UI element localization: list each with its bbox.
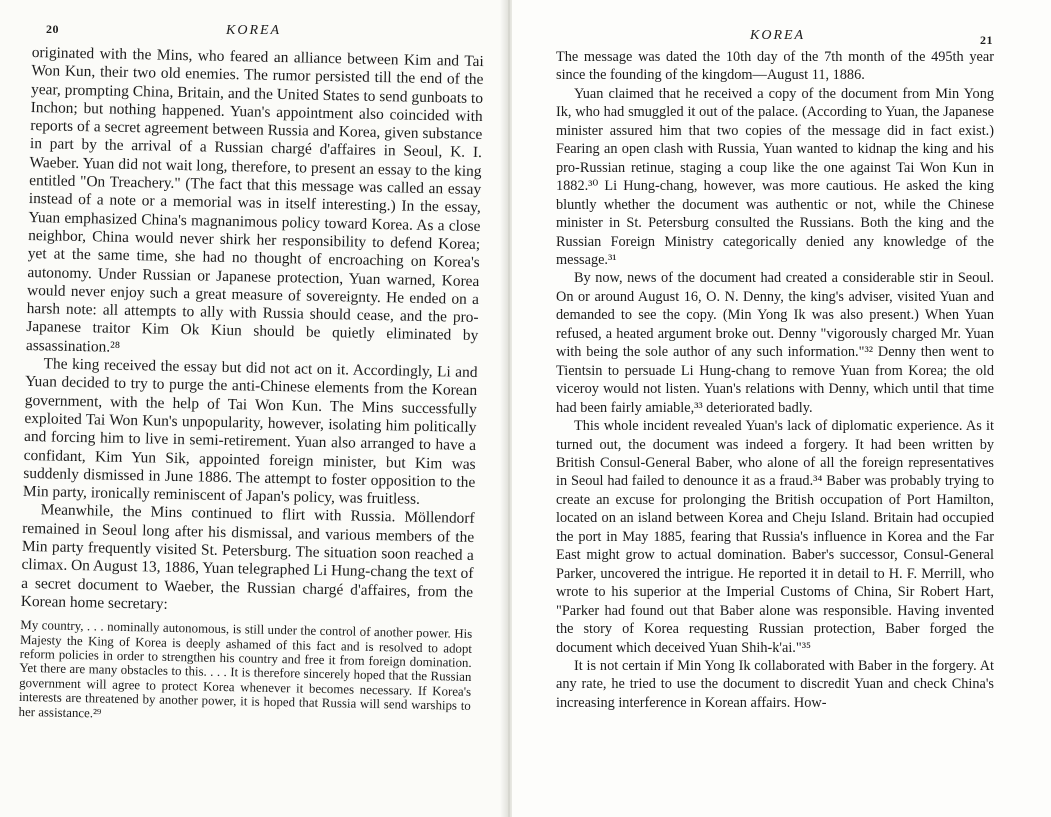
right-page: [512, 0, 1051, 817]
running-head: KOREA: [750, 28, 806, 43]
left-text-block: [18, 44, 483, 728]
running-head: KOREA: [226, 23, 282, 38]
block-quote: My country, . . . nominally autonomous, is still under the control of another power. His Majesty the King of Korea is deeply ashamed of this fact and is resolved to adopt reform policies in order to strengthen his country and free it from foreign domination. Yet there are many obstacles to this. . . . It is therefore sincerely hoped that the Russian government will agree to protect Korea whenever it becomes necessary. If Korea's interests are threatened by another power, it is hoped that Russia will send warships to her assistance.²⁹: [18, 618, 473, 721]
paragraph: It is not certain if Min Yong Ik collaborated with Baber in the forgery. At any rate, he tried to use the document to discredit Yuan and check China's increasing interference in Korean affairs. How-: [556, 657, 994, 711]
paragraph: The message was dated the 10th day of the 7th month of the 495th year since the founding of the kingdom—August 11, 1886.: [556, 49, 994, 84]
paragraph: The king received the essay but did not act on it. Accordingly, Li and Yuan decided to try to purge the anti-Chinese elements from the Korean government, with the help of Tai Won Kun. The Mins successfully exploited Tai Won Kun's unpopularity, however, isolating him politically and forcing him to live in semi-retirement. Yuan also arranged to have a confidant, Kim Yun Sik, appointed foreign minister, but Kim was suddenly dismissed in June 1886. The attempt to foster opposition to the Min party, ironically reminiscent of Japan's policy, was fruitless.: [22, 355, 478, 509]
paragraph: This whole incident revealed Yuan's lack of diplomatic experience. As it turned out, the document was indeed a forgery. It had been written by British Consul-General Baber, who alone of all the foreign representatives in Seoul had failed to denounce it as a fraud.³⁴ Baber was probably trying to create an excuse for prolonging the British occupation of Port Hamilton, located on an island between Korea and Cheju Island. Britain had occupied the port in May 1885, fearing that Russia's influence in Korea and the Far East might grow to actual domination. Baber's successor, Consul-General Parker, uncovered the intrigue. He reported it in detail to H. F. Merrill, who wrote to his superior at the Imperial Customs of China, Sir Robert Hart, "Parker had found out that Baber alone was responsible. Having invented the story of Korea requesting Russian protection, Baber forged the document which deceived Yuan Shih-k'ai."³⁵: [556, 418, 994, 656]
paragraph: originated with the Mins, who feared an alliance between Kim and Tai Won Kun, their two old enemies. The rumor persisted till the end of the year, prompting China, Britain, and the United States to send gunboats to Inchon; but nothing happened. Yuan's appointment also coincided with reports of a secret agreement between Russia and Korea, given substance in part by the arrival of a Russian chargé d'affaires in Seoul, K. I. Waeber. Yuan did not wait long, therefore, to present an essay to the king entitled "On Treachery." (The fact that this message was called an essay instead of a note or a memorial was in itself interesting.) In the essay, Yuan emphasized China's magnanimous policy toward Korea. As a close neighbor, China would never shirk her responsibility to defend Korea; yet at the same time, she had no thought of encroaching on Korea's autonomy. Under Russian or Japanese protection, Yuan warned, Korea would never enjoy such a great measure of sovereignty. He ended on a harsh note: all attempts to ally with Russia should cease, and the pro-Japanese traitor Kim Ok Kiun should be quietly eliminated by assassination.²⁸: [25, 44, 484, 356]
page-number: 20: [46, 22, 59, 36]
left-page: [0, 0, 508, 817]
paragraph: Meanwhile, the Mins continued to flirt with Russia. Möllendorf remained in Seoul long after his dismissal, and various members of the Min party frequently visited St. Petersburg. The situation soon reached a climax. On August 13, 1886, Yuan telegraphed Li Hung-chang the text of a secret document to Waeber, the Russian chargé d'affaires, from the Korean home secretary:: [20, 501, 475, 613]
right-text-block: [556, 48, 994, 712]
paragraph: Yuan claimed that he received a copy of the document from Min Yong Ik, who had smuggled it out of the palace. (According to Yuan, the Japanese minister assured him that two copies of the message did in fact exist.) Fearing an open clash with Russia, Yuan wanted to kidnap the king and his pro-Russian retinue, staging a coup like the one against Tai Won Kun in 1882.³⁰ Li Hung-chang, however, was more cautious. He asked the king bluntly whether the document was authentic or not, while the Chinese minister in St. Petersburg consulted the Russians. Both the king and the Russian Foreign Ministry categorically denied any knowledge of the message.³¹: [556, 85, 994, 268]
page-number: 21: [980, 33, 993, 47]
paragraph: By now, news of the document had created a considerable stir in Seoul. On or around August 16, O. N. Denny, the king's adviser, visited Yuan and demanded to see the copy. (Min Yong Ik was also present.) When Yuan refused, a heated argument broke out. Denny "vigorously charged Mr. Yuan with being the sole author of any such information."³² Denny then went to Tientsin to persuade Li Hung-chang to remove Yuan from Korea; the old viceroy would not listen. Yuan's relations with Denny, which until that time had been fairly amiable,³³ deteriorated badly.: [556, 270, 994, 416]
